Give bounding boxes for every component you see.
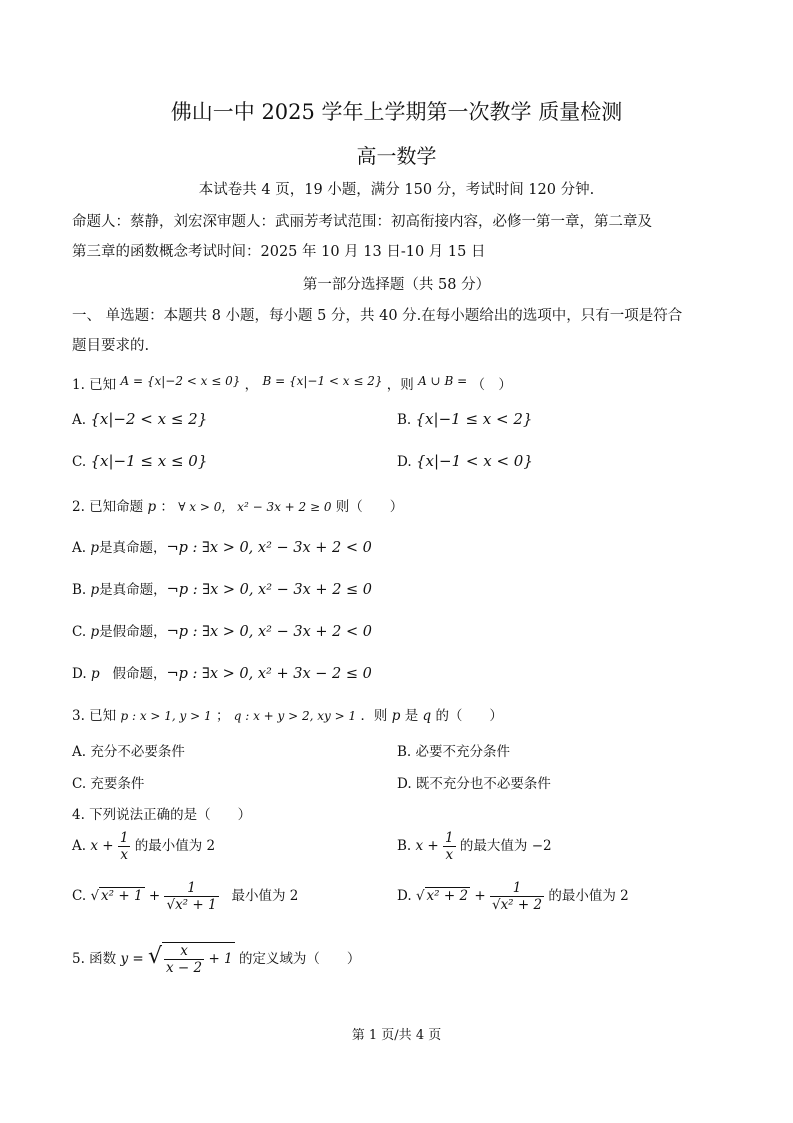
sqrt-radicand: x² + 2 <box>426 888 469 904</box>
option-label: D. <box>72 666 87 682</box>
q5-stem-b: 的定义域为（ ） <box>238 951 361 967</box>
q3-stem-a: 3. 已知 <box>72 708 117 724</box>
option-plus: + <box>474 888 486 904</box>
q2-stem-b: 则（ ） <box>335 499 404 515</box>
option-math: x + <box>415 838 439 854</box>
q2-p: p <box>147 499 157 515</box>
option-math: ¬p : ∃x > 0, x² − 3x + 2 ≤ 0 <box>166 582 373 598</box>
q3-p-math: p : x > 1, y > 1 <box>120 709 212 723</box>
q5-plus: + 1 <box>208 951 233 967</box>
option-math: ¬p : ∃x > 0, x² + 3x − 2 ≤ 0 <box>166 666 372 682</box>
q3-option-d[interactable]: D. 既不充分也不必要条件 <box>397 776 551 792</box>
fraction-denominator: x <box>120 847 128 863</box>
option-text: 的最大值为 −2 <box>459 838 552 854</box>
q1-paren: （ ） <box>471 377 512 393</box>
q1-stem-b: ，则 <box>386 377 414 393</box>
q4-option-c[interactable] <box>72 880 298 913</box>
option-math: {x|−1 ≤ x ≤ 0} <box>90 452 208 470</box>
question-3-stem <box>72 704 503 724</box>
option-label: A. <box>72 412 87 428</box>
q1-sep: ， <box>244 377 259 393</box>
question-2-stem <box>72 495 403 515</box>
q2-option-c[interactable] <box>72 620 372 640</box>
fraction-denominator: √x² + 2 <box>491 897 543 913</box>
fraction-denominator: x − 2 <box>166 960 203 976</box>
page-footer: 第 1 页/共 4 页 <box>351 1028 442 1043</box>
option-p: p <box>90 582 100 598</box>
q1-option-a[interactable] <box>72 410 207 428</box>
q4-option-a[interactable] <box>72 830 215 863</box>
option-text: 假命题， <box>112 666 167 682</box>
option-text: 最小值为 2 <box>231 888 299 904</box>
fraction-denominator: √x² + 1 <box>166 897 217 913</box>
question-4-stem: 4. 下列说法正确的是（ ） <box>72 807 252 823</box>
fraction-numerator: 1 <box>164 880 218 897</box>
section-instructions-line2: 题目要求的. <box>72 338 150 354</box>
part-title: 第一部分选择题（共 58 分） <box>302 277 491 293</box>
q1-option-c[interactable] <box>72 452 207 470</box>
question-1-stem <box>72 373 512 393</box>
sqrt-sign: √ <box>90 888 100 904</box>
q3-option-b[interactable]: B. 必要不充分条件 <box>397 744 511 760</box>
q5-y: y = <box>120 951 144 967</box>
option-math: ¬p : ∃x > 0, x² − 3x + 2 < 0 <box>166 540 372 556</box>
q2-option-b[interactable] <box>72 578 372 598</box>
q5-fraction <box>164 943 204 976</box>
q3-stem-b: ．则 <box>360 708 388 724</box>
option-fraction <box>443 830 456 863</box>
q1-set-b: B = {x|−1 < x ≤ 2} <box>262 374 383 388</box>
option-label: B. <box>397 838 412 854</box>
option-math: ¬p : ∃x > 0, x² − 3x + 2 < 0 <box>166 624 372 640</box>
q3-is: 是 <box>404 708 419 724</box>
q2-stem-a: 2. 已知命题 <box>72 499 144 515</box>
option-label: C. <box>72 888 87 904</box>
exam-info-line2: 命题人：蔡静，刘宏深审题人：武丽芳考试范围：初高衔接内容，必修一第一章，第二章及 <box>72 214 652 230</box>
exam-info-line3: 第三章的函数概念考试时间：2025 年 10 月 13 日-10 月 15 日 <box>72 244 486 260</box>
option-math: x + <box>90 838 114 854</box>
fraction-numerator: 1 <box>119 830 129 846</box>
q3-option-a[interactable]: A. 充分不必要条件 <box>72 744 185 760</box>
option-p: p <box>90 540 99 556</box>
q2-condition: ∀ x > 0， x² − 3x + 2 ≥ 0 <box>178 500 332 514</box>
option-plus: + <box>148 888 161 904</box>
q1-stem-a: 1. 已知 <box>72 377 117 393</box>
q2-option-a[interactable] <box>72 536 372 556</box>
option-fraction <box>118 830 131 863</box>
option-math: {x|−1 < x < 0} <box>415 452 533 470</box>
q1-option-b[interactable] <box>397 410 532 428</box>
option-math: {x|−1 ≤ x < 2} <box>415 410 533 428</box>
q4-option-b[interactable] <box>397 830 552 863</box>
fraction-numerator: 1 <box>490 880 544 897</box>
exam-info-line1: 本试卷共 4 页，19 小题，满分 150 分，考试时间 120 分钟. <box>198 182 595 198</box>
exam-subject: 高一数学 <box>356 144 437 168</box>
q1-set-a: A = {x|−2 < x ≤ 0} <box>120 374 241 388</box>
option-fraction <box>164 880 218 913</box>
q2-colon: ： <box>160 499 174 515</box>
fraction-numerator: 1 <box>445 830 454 846</box>
option-p: p <box>90 666 100 682</box>
q5-radicand <box>162 942 235 976</box>
option-fraction <box>490 880 544 913</box>
sqrt-sign: √ <box>148 944 163 969</box>
q3-q-math: q : x + y > 2, xy > 1 <box>233 709 357 723</box>
q3-semicolon: ； <box>215 708 230 724</box>
option-text: 是假命题， <box>99 624 167 640</box>
q5-stem-a: 5. 函数 <box>72 951 117 967</box>
q3-stem-c: 的（ ） <box>435 708 503 724</box>
option-label: D. <box>397 454 412 470</box>
q3-p: p <box>391 708 401 724</box>
option-text: 是真命题， <box>99 582 167 598</box>
q4-option-d[interactable] <box>397 880 629 913</box>
option-label: A. <box>72 838 87 854</box>
option-label: A. <box>72 540 87 556</box>
question-5-stem <box>72 942 360 976</box>
option-text: 的最小值为 2 <box>134 838 216 854</box>
q1-expr: A ∪ B = <box>418 374 468 388</box>
q3-q: q <box>422 708 432 724</box>
option-label: D. <box>397 888 412 904</box>
section-instructions-line1: 一、 单选题：本题共 8 小题，每小题 5 分，共 40 分.在每小题给出的选项中，只有一项是符合 <box>72 308 683 324</box>
option-label: B. <box>72 582 87 598</box>
sqrt-sign: √ <box>415 888 425 904</box>
fraction-numerator: x <box>164 943 204 960</box>
option-p: p <box>90 624 100 640</box>
option-label: C. <box>72 624 87 640</box>
q3-option-c[interactable]: C. 充要条件 <box>72 776 145 792</box>
sqrt-radicand: x² + 1 <box>101 888 143 904</box>
q1-option-d[interactable] <box>397 452 533 470</box>
option-math: {x|−2 < x ≤ 2} <box>90 410 208 428</box>
q2-option-d[interactable] <box>72 662 372 682</box>
option-text: 的最小值为 2 <box>548 888 629 904</box>
option-text: 是真命题， <box>99 540 167 556</box>
option-label: C. <box>72 454 87 470</box>
fraction-denominator: x <box>445 847 454 863</box>
option-label: B. <box>397 412 412 428</box>
exam-title: 佛山一中 2025 学年上学期第一次教学 质量检测 <box>170 100 623 124</box>
